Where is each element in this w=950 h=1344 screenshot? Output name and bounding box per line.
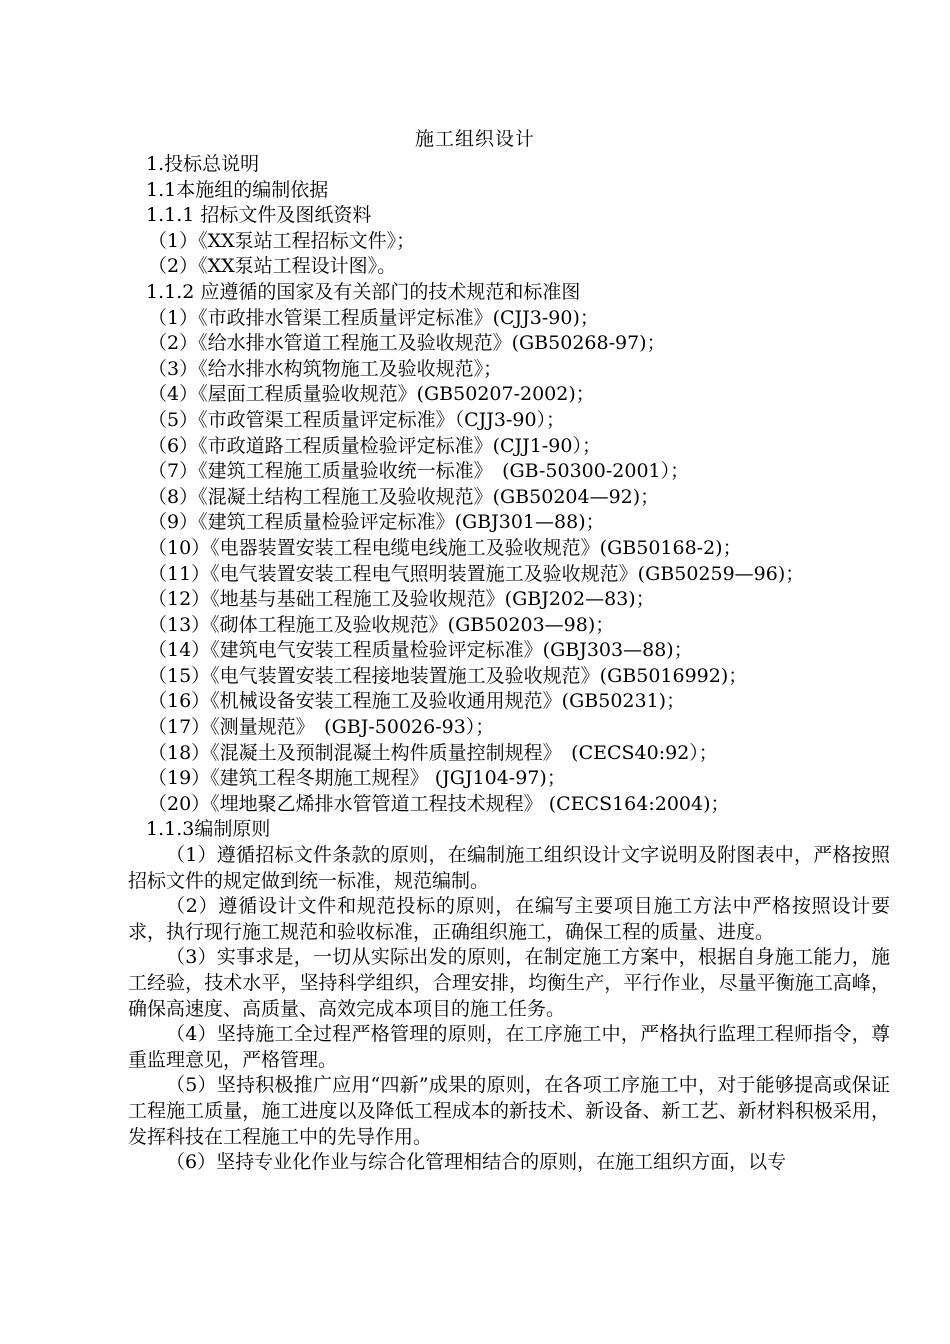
standard-item: （3）《给水排水构筑物施工及验收规范》； [148, 357, 503, 380]
section-heading-1: 1.投标总说明 [146, 153, 260, 175]
standard-item: （19）《建筑工程冬期施工规程》 (JGJ104-97)； [148, 767, 566, 790]
standard-item: （12）《地基与基础工程施工及验收规范》(GBJ202—83)； [148, 588, 655, 611]
standard-item: （7）《建筑工程施工质量验收统一标准》 (GB-50300-2001）； [148, 460, 690, 483]
standard-item: （15）《电气装置安装工程接地装置施工及验收规范》(GB5016992)； [148, 664, 748, 687]
standard-item: （18）《混凝土及预制混凝土构件质量控制规程》 (CECS40:92）； [148, 741, 718, 764]
section-heading-1-1-2: 1.1.2 应遵循的国家及有关部门的技术规范和标准图 [146, 280, 581, 303]
standard-item: （20）《埋地聚乙烯排水管管道工程技术规程》 (CECS164:2004)； [148, 792, 730, 815]
standard-item: （11）《电气装置安装工程电气照明装置施工及验收规范》(GB50259—96)； [148, 562, 805, 585]
standard-item: （4）《屋面工程质量验收规范》(GB50207-2002)； [148, 383, 595, 406]
principle-paragraph: （3）实事求是，一切从实际出发的原则，在制定施工方案中，根据自身施工能力，施工经验，技术水平，坚持科学组织，合理安排，均衡生产，平行作业，尽量平衡施工高峰，确保高速度、高质量、高效完成本项目的施工任务。 [128, 946, 890, 1020]
standard-item: （2）《给水排水管道工程施工及验收规范》(GB50268-97)； [148, 332, 666, 355]
standard-item: （1）《市政排水管渠工程质量评定标准》(CJJ3-90)； [148, 306, 599, 329]
standard-item: （13）《砌体工程施工及验收规范》(GB50203—98)； [148, 613, 615, 636]
tender-doc-item: （1）《XX泵站工程招标文件》； [148, 229, 416, 252]
document-title: 施工组织设计 [414, 128, 535, 150]
section-heading-1-1-1: 1.1.1 招标文件及图纸资料 [146, 204, 372, 227]
standard-item: （8）《混凝土结构工程施工及验收规范》(GB50204—92)； [148, 485, 660, 508]
section-heading-1-1: 1.1本施组的编制依据 [146, 178, 329, 201]
standard-item: （5）《市政管渠工程质量评定标准》（CJJ3-90）； [148, 408, 566, 431]
standard-item: （9）《建筑工程质量检验评定标准》(GBJ301—88)； [148, 511, 605, 534]
standard-item: （17）《测量规范》 (GBJ-50026-93）； [148, 716, 495, 739]
section-heading-1-1-3: 1.1.3编制原则 [146, 818, 271, 841]
principle-paragraph: （5）坚持积极推广应用“四新”成果的原则，在各项工序施工中，对于能够提高或保证工程施工质量，施工进度以及降低工程成本的新技术、新设备、新工艺、新材料积极采用，发挥科技在工程施工中的先导作用。 [128, 1074, 890, 1148]
standard-item: （14）《建筑电气安装工程质量检验评定标准》(GBJ303—88)； [148, 639, 693, 662]
standard-item: （10）《电器装置安装工程电缆电线施工及验收规范》(GB50168-2)； [148, 536, 742, 559]
standard-item: （6）《市政道路工程质量检验评定标准》(CJJ1-90）； [148, 434, 601, 457]
principle-paragraph: （1）遵循招标文件条款的原则，在编制施工组织设计文字说明及附图表中，严格按照招标文件的规定做到统一标准，规范编制。 [128, 844, 890, 892]
standard-item: （16）《机械设备安装工程施工及验收通用规范》(GB50231)； [148, 690, 686, 713]
tender-doc-item: （2）《XX泵站工程设计图》。 [148, 255, 397, 278]
principle-paragraph: （4）坚持施工全过程严格管理的原则，在工序施工中，严格执行监理工程师指令，尊重监理意见，严格管理。 [128, 1023, 890, 1071]
principle-paragraph: （2）遵循设计文件和规范投标的原则，在编写主要项目施工方法中严格按照设计要求，执行现行施工规范和验收标准，正确组织施工，确保工程的质量、进度。 [128, 895, 890, 943]
document-body [128, 152, 890, 1176]
principle-paragraph: （6）坚持专业化作业与综合化管理相结合的原则，在施工组织方面，以专 [166, 1151, 787, 1174]
